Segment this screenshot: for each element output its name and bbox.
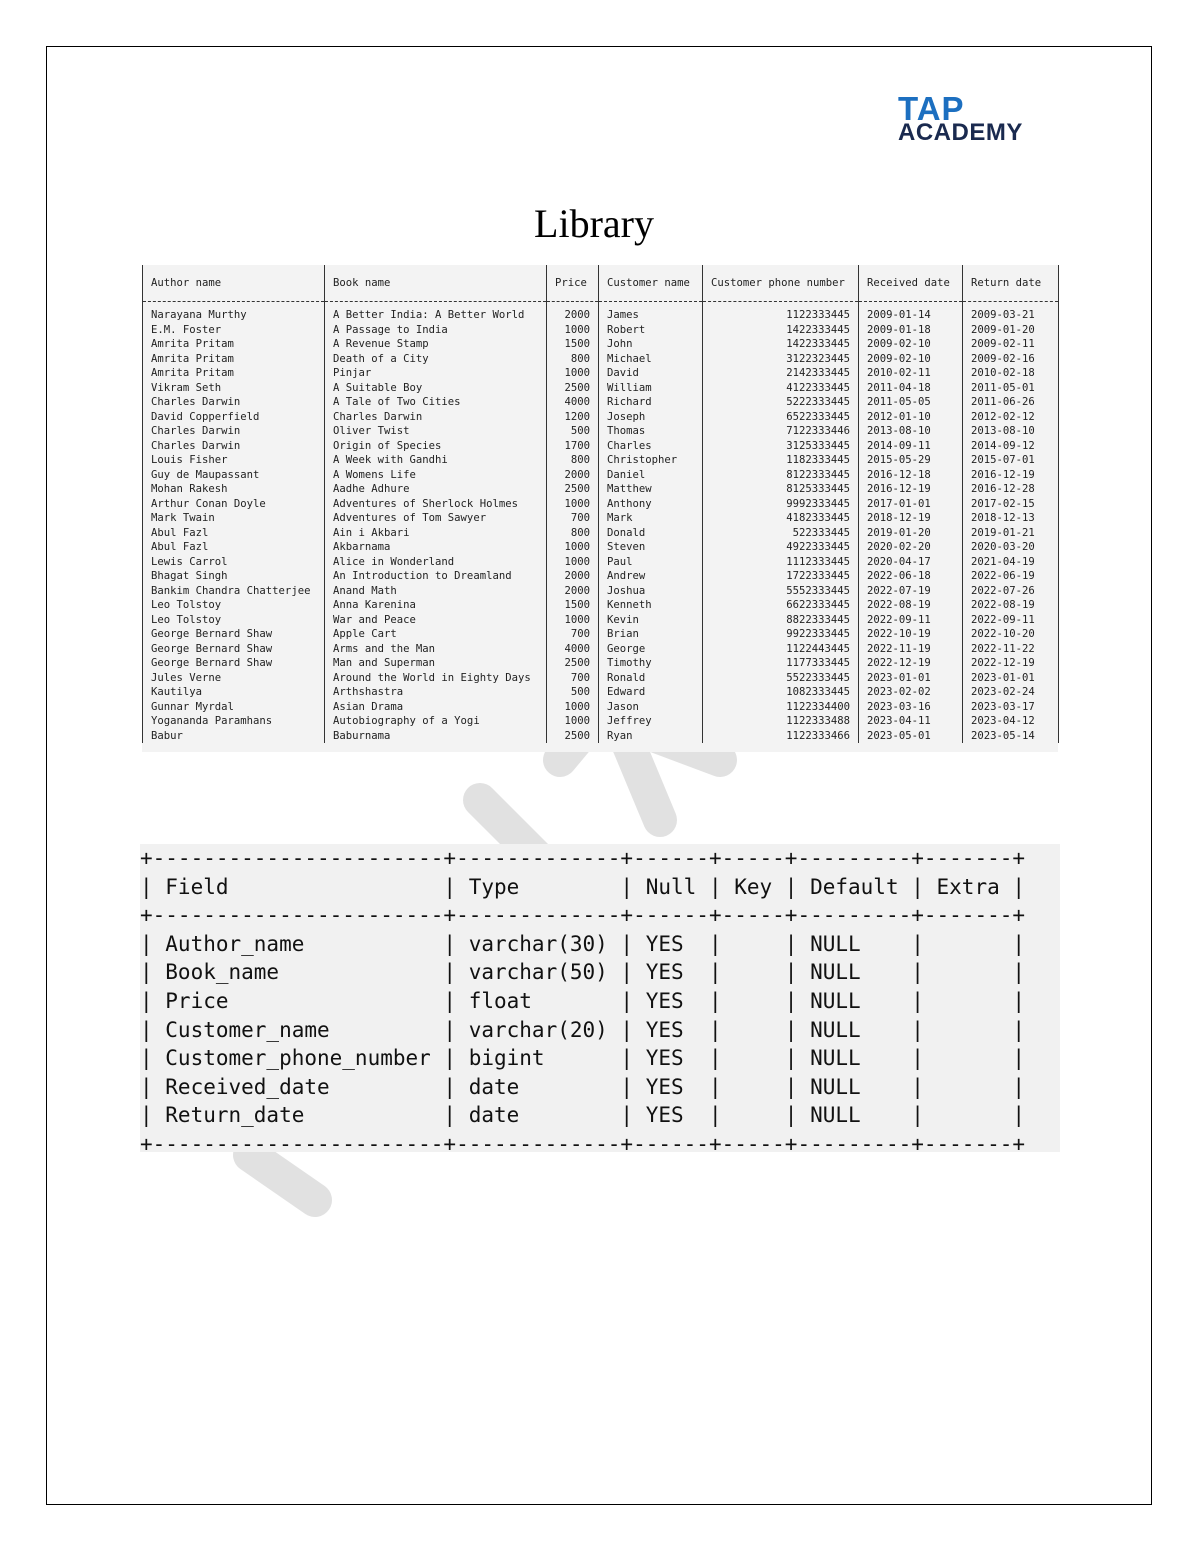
table-cell: Louis Fisher [143,453,325,468]
tap-academy-logo [898,92,1038,152]
table-cell: 2016-12-28 [963,482,1059,497]
table-cell: Thomas [599,424,703,439]
table-cell: 2009-02-16 [963,352,1059,367]
table-cell: Baburnama [325,729,547,744]
table-cell: 2022-12-19 [859,656,963,671]
table-row [143,714,1059,729]
table-cell: 2017-01-01 [859,497,963,512]
table-row [143,482,1059,497]
table-cell: A Better India: A Better World [325,302,547,323]
table-cell: A Suitable Boy [325,381,547,396]
table-cell: Jeffrey [599,714,703,729]
schema-row: | Author_name | varchar(30) | YES | | NULL | | [140,931,1026,956]
column-header: Book name [325,265,547,302]
table-cell: Kautilya [143,685,325,700]
table-cell: 2022-10-19 [859,627,963,642]
table-cell: Edward [599,685,703,700]
table-cell: Yogananda Paramhans [143,714,325,729]
table-cell: 2018-12-13 [963,511,1059,526]
table-cell: 700 [547,627,599,642]
table-cell: E.M. Foster [143,323,325,338]
table-cell: Leo Tolstoy [143,598,325,613]
table-cell: Anand Math [325,584,547,599]
table-cell: 9992333445 [703,497,859,512]
table-cell: 2018-12-19 [859,511,963,526]
table-row [143,656,1059,671]
table-cell: 4182333445 [703,511,859,526]
table-cell: Richard [599,395,703,410]
table-cell: Charles Darwin [325,410,547,425]
table-cell: 8122333445 [703,468,859,483]
table-cell: Charles Darwin [143,395,325,410]
table-cell: 2023-04-11 [859,714,963,729]
table-cell: A Womens Life [325,468,547,483]
table-cell: 5222333445 [703,395,859,410]
table-cell: 9922333445 [703,627,859,642]
table-cell: Man and Superman [325,656,547,671]
table-cell: 1122333466 [703,729,859,744]
table-cell: Adventures of Sherlock Holmes [325,497,547,512]
table-cell: Charles Darwin [143,439,325,454]
table-cell: 8822333445 [703,613,859,628]
table-cell: Joseph [599,410,703,425]
table-cell: 2500 [547,656,599,671]
table-cell: 1422333445 [703,337,859,352]
table-cell: 6522333445 [703,410,859,425]
table-cell: Steven [599,540,703,555]
schema-table-text [140,844,1060,1159]
table-cell: George [599,642,703,657]
table-cell: 2019-01-20 [859,526,963,541]
library-data-table [142,265,1058,752]
table-cell: George Bernard Shaw [143,627,325,642]
table-cell: 2016-12-19 [859,482,963,497]
table-cell: 2000 [547,302,599,323]
table-cell: War and Peace [325,613,547,628]
table-border: +-----------------------+-------------+------+-----+---------+-------+ [140,846,1026,870]
table-cell: 800 [547,453,599,468]
table-cell: Oliver Twist [325,424,547,439]
table-cell: Amrita Pritam [143,337,325,352]
table-cell: Charles Darwin [143,424,325,439]
table-cell: Aadhe Adhure [325,482,547,497]
column-header: Customer name [599,265,703,302]
table-cell: 2009-01-18 [859,323,963,338]
schema-row: | Customer_phone_number | bigint | YES | | NULL | | [140,1046,1026,1071]
table-cell: 2023-01-01 [963,671,1059,686]
table-cell: 2014-09-12 [963,439,1059,454]
table-cell: Bhagat Singh [143,569,325,584]
column-header: Author name [143,265,325,302]
table-border: +-----------------------+-------------+------+-----+---------+-------+ [140,903,1026,928]
table-cell: 2011-06-26 [963,395,1059,410]
table-cell: Michael [599,352,703,367]
table-cell: 2013-08-10 [859,424,963,439]
table-cell: 2016-12-19 [963,468,1059,483]
table-cell: 4922333445 [703,540,859,555]
table-cell: 2022-06-19 [963,569,1059,584]
table-row [143,410,1059,425]
table-cell: 2000 [547,468,599,483]
table-cell: Babur [143,729,325,744]
table-cell: 2011-05-05 [859,395,963,410]
table-cell: 6622333445 [703,598,859,613]
table-row [143,468,1059,483]
table-row [143,337,1059,352]
table-row [143,395,1059,410]
table-cell: 2015-05-29 [859,453,963,468]
schema-row: | Price | float | YES | | NULL | | [140,988,1026,1013]
table-row [143,729,1059,744]
table-cell: Christopher [599,453,703,468]
table-cell: 2022-08-19 [963,598,1059,613]
table-cell: Brian [599,627,703,642]
schema-header-row: | Field | Type | Null | Key | Default | Extra | [140,874,1026,899]
table-cell: Origin of Species [325,439,547,454]
table-cell: Arms and the Man [325,642,547,657]
table-cell: 2014-09-11 [859,439,963,454]
table-cell: 4000 [547,642,599,657]
table-cell: 1000 [547,540,599,555]
table-cell: Bankim Chandra Chatterjee [143,584,325,599]
table-cell: A Passage to India [325,323,547,338]
table-cell: A Revenue Stamp [325,337,547,352]
table-cell: 1000 [547,714,599,729]
table-cell: 2500 [547,381,599,396]
table-cell: James [599,302,703,323]
table-cell: 500 [547,424,599,439]
table-cell: Jules Verne [143,671,325,686]
table-cell: 2022-11-22 [963,642,1059,657]
table-cell: Death of a City [325,352,547,367]
table-cell: 2017-02-15 [963,497,1059,512]
table-cell: 5522333445 [703,671,859,686]
table-row [143,598,1059,613]
table-cell: Matthew [599,482,703,497]
table-cell: 2022-09-11 [859,613,963,628]
column-header: Return date [963,265,1059,302]
table-row [143,613,1059,628]
table-cell: Gunnar Myrdal [143,700,325,715]
table-cell: 4122333445 [703,381,859,396]
table-cell: Daniel [599,468,703,483]
table-row [143,700,1059,715]
table-cell: 2023-04-12 [963,714,1059,729]
table-cell: 2023-01-01 [859,671,963,686]
table-cell: Charles [599,439,703,454]
table-cell: John [599,337,703,352]
table-cell: Around the World in Eighty Days [325,671,547,686]
table-cell: 2012-02-12 [963,410,1059,425]
table-cell: 2009-02-11 [963,337,1059,352]
table-row [143,685,1059,700]
table-cell: 2012-01-10 [859,410,963,425]
table-row [143,439,1059,454]
table-cell: David [599,366,703,381]
table-cell: Ronald [599,671,703,686]
table-cell: 2009-02-10 [859,337,963,352]
table-cell: Amrita Pritam [143,352,325,367]
table-cell: 2010-02-11 [859,366,963,381]
table-cell: 2022-10-20 [963,627,1059,642]
table-cell: Ain i Akbari [325,526,547,541]
table-cell: 1122334400 [703,700,859,715]
table-cell: Robert [599,323,703,338]
table-row [143,352,1059,367]
table-row [143,569,1059,584]
table-cell: 3122323445 [703,352,859,367]
table-cell: 5552333445 [703,584,859,599]
table-cell: Mark [599,511,703,526]
table-cell: Kenneth [599,598,703,613]
table-row [143,511,1059,526]
table-cell: 2022-11-19 [859,642,963,657]
column-header: Received date [859,265,963,302]
table-cell: A Tale of Two Cities [325,395,547,410]
table-row [143,642,1059,657]
table-cell: 1500 [547,598,599,613]
table-cell: Joshua [599,584,703,599]
table-cell: 700 [547,671,599,686]
table-row [143,540,1059,555]
table-cell: 2020-03-20 [963,540,1059,555]
table-cell: 2022-09-11 [963,613,1059,628]
table-cell: 1182333445 [703,453,859,468]
table-cell: 2022-08-19 [859,598,963,613]
column-header: Customer phone number [703,265,859,302]
table-cell: William [599,381,703,396]
table-cell: Mark Twain [143,511,325,526]
table-cell: Amrita Pritam [143,366,325,381]
table-row [143,584,1059,599]
table-cell: 2000 [547,584,599,599]
table-cell: Leo Tolstoy [143,613,325,628]
table-cell: Anna Karenina [325,598,547,613]
table-cell: 2009-01-20 [963,323,1059,338]
table-cell: 1722333445 [703,569,859,584]
table-cell: 2009-01-14 [859,302,963,323]
table-cell: 1177333445 [703,656,859,671]
table-cell: 1000 [547,555,599,570]
table-cell: Arthur Conan Doyle [143,497,325,512]
table-cell: 8125333445 [703,482,859,497]
table-cell: 1112333445 [703,555,859,570]
schema-row: | Received_date | date | YES | | NULL | | [140,1074,1026,1099]
table-row [143,453,1059,468]
table-cell: 1200 [547,410,599,425]
table-cell: Alice in Wonderland [325,555,547,570]
table-cell: 2009-02-10 [859,352,963,367]
table-cell: George Bernard Shaw [143,642,325,657]
schema-row: | Customer_name | varchar(20) | YES | | NULL | | [140,1017,1026,1042]
table-cell: 1122333488 [703,714,859,729]
table-cell: 2142333445 [703,366,859,381]
table-cell: 2009-03-21 [963,302,1059,323]
table-cell: 2023-05-01 [859,729,963,744]
table-cell: Timothy [599,656,703,671]
table-row [143,366,1059,381]
table-cell: Apple Cart [325,627,547,642]
table-cell: 2500 [547,482,599,497]
table-cell: 2010-02-18 [963,366,1059,381]
table-border: +-----------------------+-------------+------+-----+---------+-------+ [140,1131,1026,1156]
table-cell: Abul Fazl [143,526,325,541]
table-cell: 1000 [547,497,599,512]
table-cell: 2023-02-24 [963,685,1059,700]
table-cell: 2011-04-18 [859,381,963,396]
table-cell: 522333445 [703,526,859,541]
table-cell: David Copperfield [143,410,325,425]
table-cell: 1000 [547,366,599,381]
table-cell: Autobiography of a Yogi [325,714,547,729]
table-cell: Arthshastra [325,685,547,700]
table-cell: Guy de Maupassant [143,468,325,483]
table-cell: A Week with Gandhi [325,453,547,468]
table-cell: 700 [547,511,599,526]
table-cell: Akbarnama [325,540,547,555]
table-cell: 2020-04-17 [859,555,963,570]
table-cell: 2023-03-16 [859,700,963,715]
table-cell: Pinjar [325,366,547,381]
table-cell: 4000 [547,395,599,410]
table-cell: 3125333445 [703,439,859,454]
table-cell: 1082333445 [703,685,859,700]
table-cell: 2022-12-19 [963,656,1059,671]
table-row [143,555,1059,570]
column-header: Price [547,265,599,302]
table-row [143,381,1059,396]
table-cell: Mohan Rakesh [143,482,325,497]
table-cell: 1122333445 [703,302,859,323]
table-cell: Jason [599,700,703,715]
table-cell: 1700 [547,439,599,454]
table-cell: 2021-04-19 [963,555,1059,570]
table-cell: 2011-05-01 [963,381,1059,396]
logo-line-2: ACADEMY [898,119,1023,146]
table-row [143,627,1059,642]
table-cell: 1000 [547,700,599,715]
table-row [143,323,1059,338]
table-cell: Ryan [599,729,703,744]
table-cell: Lewis Carrol [143,555,325,570]
schema-row: | Book_name | varchar(50) | YES | | NULL | | [140,960,1026,985]
page-title: Library [534,201,654,246]
table-cell: George Bernard Shaw [143,656,325,671]
table-row [143,526,1059,541]
table-cell: Asian Drama [325,700,547,715]
table-cell: 2016-12-18 [859,468,963,483]
table-cell: Abul Fazl [143,540,325,555]
table-cell: Kevin [599,613,703,628]
table-cell: 7122333446 [703,424,859,439]
table-cell: 1422333445 [703,323,859,338]
table-cell: 1500 [547,337,599,352]
table-cell: Paul [599,555,703,570]
table-cell: An Introduction to Dreamland [325,569,547,584]
logo-line-1: TAP [898,90,965,127]
table-cell: 2023-02-02 [859,685,963,700]
table-cell: 2013-08-10 [963,424,1059,439]
table-cell: 1000 [547,323,599,338]
table-cell: Donald [599,526,703,541]
table-cell: 2022-07-19 [859,584,963,599]
table-row [143,671,1059,686]
table-cell: Anthony [599,497,703,512]
table-cell: 2020-02-20 [859,540,963,555]
table-cell: 2022-07-26 [963,584,1059,599]
schema-table [140,844,1060,1156]
table-cell: Andrew [599,569,703,584]
table-row [143,424,1059,439]
table-row [143,497,1059,512]
table-row [143,302,1059,323]
table-cell: 800 [547,352,599,367]
table-cell: Adventures of Tom Sawyer [325,511,547,526]
table-cell: 2019-01-21 [963,526,1059,541]
table-cell: 2022-06-18 [859,569,963,584]
table-cell: 800 [547,526,599,541]
table-cell: Narayana Murthy [143,302,325,323]
table-cell: 2015-07-01 [963,453,1059,468]
table-cell: 1122443445 [703,642,859,657]
table-header-row [143,265,1059,302]
table-cell: Vikram Seth [143,381,325,396]
table-cell: 1000 [547,613,599,628]
table-cell: 2000 [547,569,599,584]
table-cell: 2023-05-14 [963,729,1059,744]
schema-row: | Return_date | date | YES | | NULL | | [140,1103,1026,1128]
table-cell: 2023-03-17 [963,700,1059,715]
table-cell: 2500 [547,729,599,744]
table-cell: 500 [547,685,599,700]
